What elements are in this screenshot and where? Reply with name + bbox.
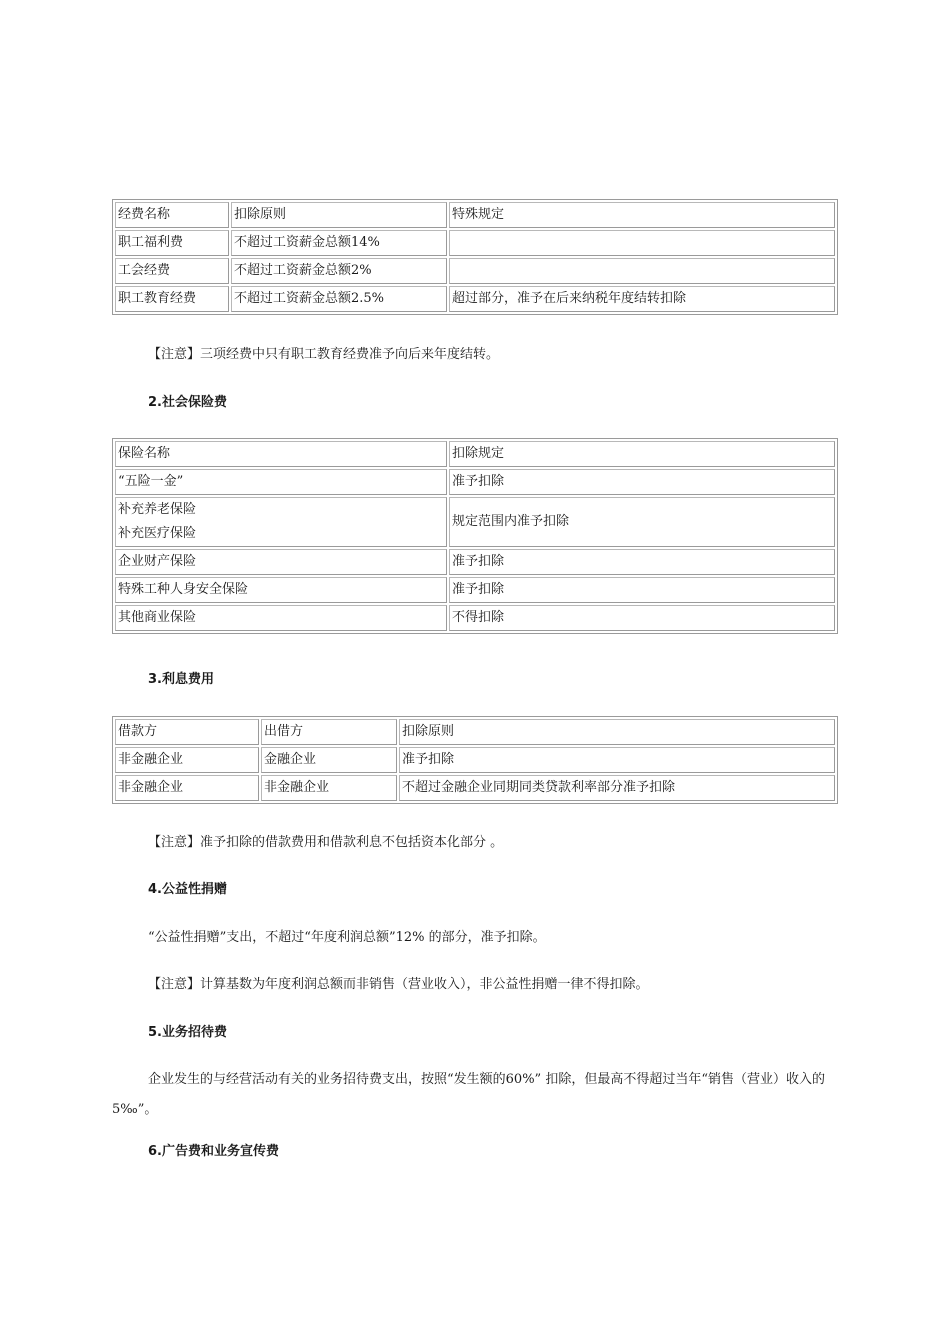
table-header-row [115, 202, 835, 228]
table-cell: 准予扣除 [399, 747, 835, 773]
paragraph-donation: “公益性捐赠”支出，不超过“年度利润总额”12% 的部分，准予扣除。 [148, 930, 546, 945]
section-heading-advertising: 6.广告费和业务宣传费 [148, 1144, 279, 1159]
table-header-cell: 出借方 [261, 719, 397, 745]
table-cell: 不超过金融企业同期同类贷款利率部分准予扣除 [399, 775, 835, 801]
note-donation: 【注意】计算基数为年度利润总额而非销售（营业收入），非公益性捐赠一律不得扣除。 [148, 977, 649, 992]
table-cell: 准予扣除 [449, 577, 835, 603]
table-row [115, 605, 835, 631]
table-row [115, 577, 835, 603]
expenses-table [112, 199, 838, 315]
table-cell: 工会经费 [115, 258, 229, 284]
table-cell-line: 补充医疗保险 [118, 526, 197, 541]
table-header-cell: 扣除原则 [231, 202, 447, 228]
table-cell: 不得扣除 [449, 605, 835, 631]
table-row [115, 230, 835, 256]
section-heading-donation: 4.公益性捐赠 [148, 882, 227, 897]
table-cell: 规定范围内准予扣除 [449, 497, 835, 547]
table-header-cell: 扣除原则 [399, 719, 835, 745]
table-cell [449, 230, 835, 256]
table-cell: 不超过工资薪金总额2% [231, 258, 447, 284]
table-header-cell: 特殊规定 [449, 202, 835, 228]
table-cell: 金融企业 [261, 747, 397, 773]
table-row [115, 258, 835, 284]
table-cell: 准予扣除 [449, 469, 835, 495]
section-heading-entertainment: 5.业务招待费 [148, 1025, 227, 1040]
table-cell: 不超过工资薪金总额14% [231, 230, 447, 256]
table-header-cell: 保险名称 [115, 441, 447, 467]
table-row [115, 497, 835, 547]
table-cell: 不超过工资薪金总额2.5% [231, 286, 447, 312]
table-cell: 超过部分，准予在后来纳税年度结转扣除 [449, 286, 835, 312]
section-heading-social-insurance: 2.社会保险费 [148, 395, 227, 410]
table-header-cell: 借款方 [115, 719, 259, 745]
section-heading-interest: 3.利息费用 [148, 672, 214, 687]
table-cell: 其他商业保险 [115, 605, 447, 631]
table-cell: 准予扣除 [449, 549, 835, 575]
table-cell: 非金融企业 [261, 775, 397, 801]
table-row [115, 775, 835, 801]
table-cell: “五险一金” [115, 469, 447, 495]
table-row [115, 747, 835, 773]
paragraph-entertainment: 企业发生的与经营活动有关的业务招待费支出，按照“发生额的60%” 扣除，但最高不得超过当年“销售（营业）收入的5‰”。 [112, 1072, 825, 1117]
note-interest: 【注意】准予扣除的借款费用和借款利息不包括资本化部分 。 [148, 835, 504, 850]
table-row [115, 469, 835, 495]
table-header-row [115, 719, 835, 745]
table-row [115, 286, 835, 312]
table-cell-line: 补充养老保险 [118, 502, 197, 517]
table-cell: 职工教育经费 [115, 286, 229, 312]
interest-table [112, 716, 838, 804]
table-header-cell: 经费名称 [115, 202, 229, 228]
table-cell [449, 258, 835, 284]
table-cell: 特殊工种人身安全保险 [115, 577, 447, 603]
note-three-expenses: 【注意】三项经费中只有职工教育经费准予向后来年度结转。 [148, 347, 500, 362]
table-cell: 非金融企业 [115, 775, 259, 801]
table-cell [115, 497, 447, 547]
table-cell: 非金融企业 [115, 747, 259, 773]
insurance-table [112, 438, 838, 634]
table-cell: 企业财产保险 [115, 549, 447, 575]
table-header-row [115, 441, 835, 467]
table-header-cell: 扣除规定 [449, 441, 835, 467]
table-row [115, 549, 835, 575]
table-cell: 职工福利费 [115, 230, 229, 256]
